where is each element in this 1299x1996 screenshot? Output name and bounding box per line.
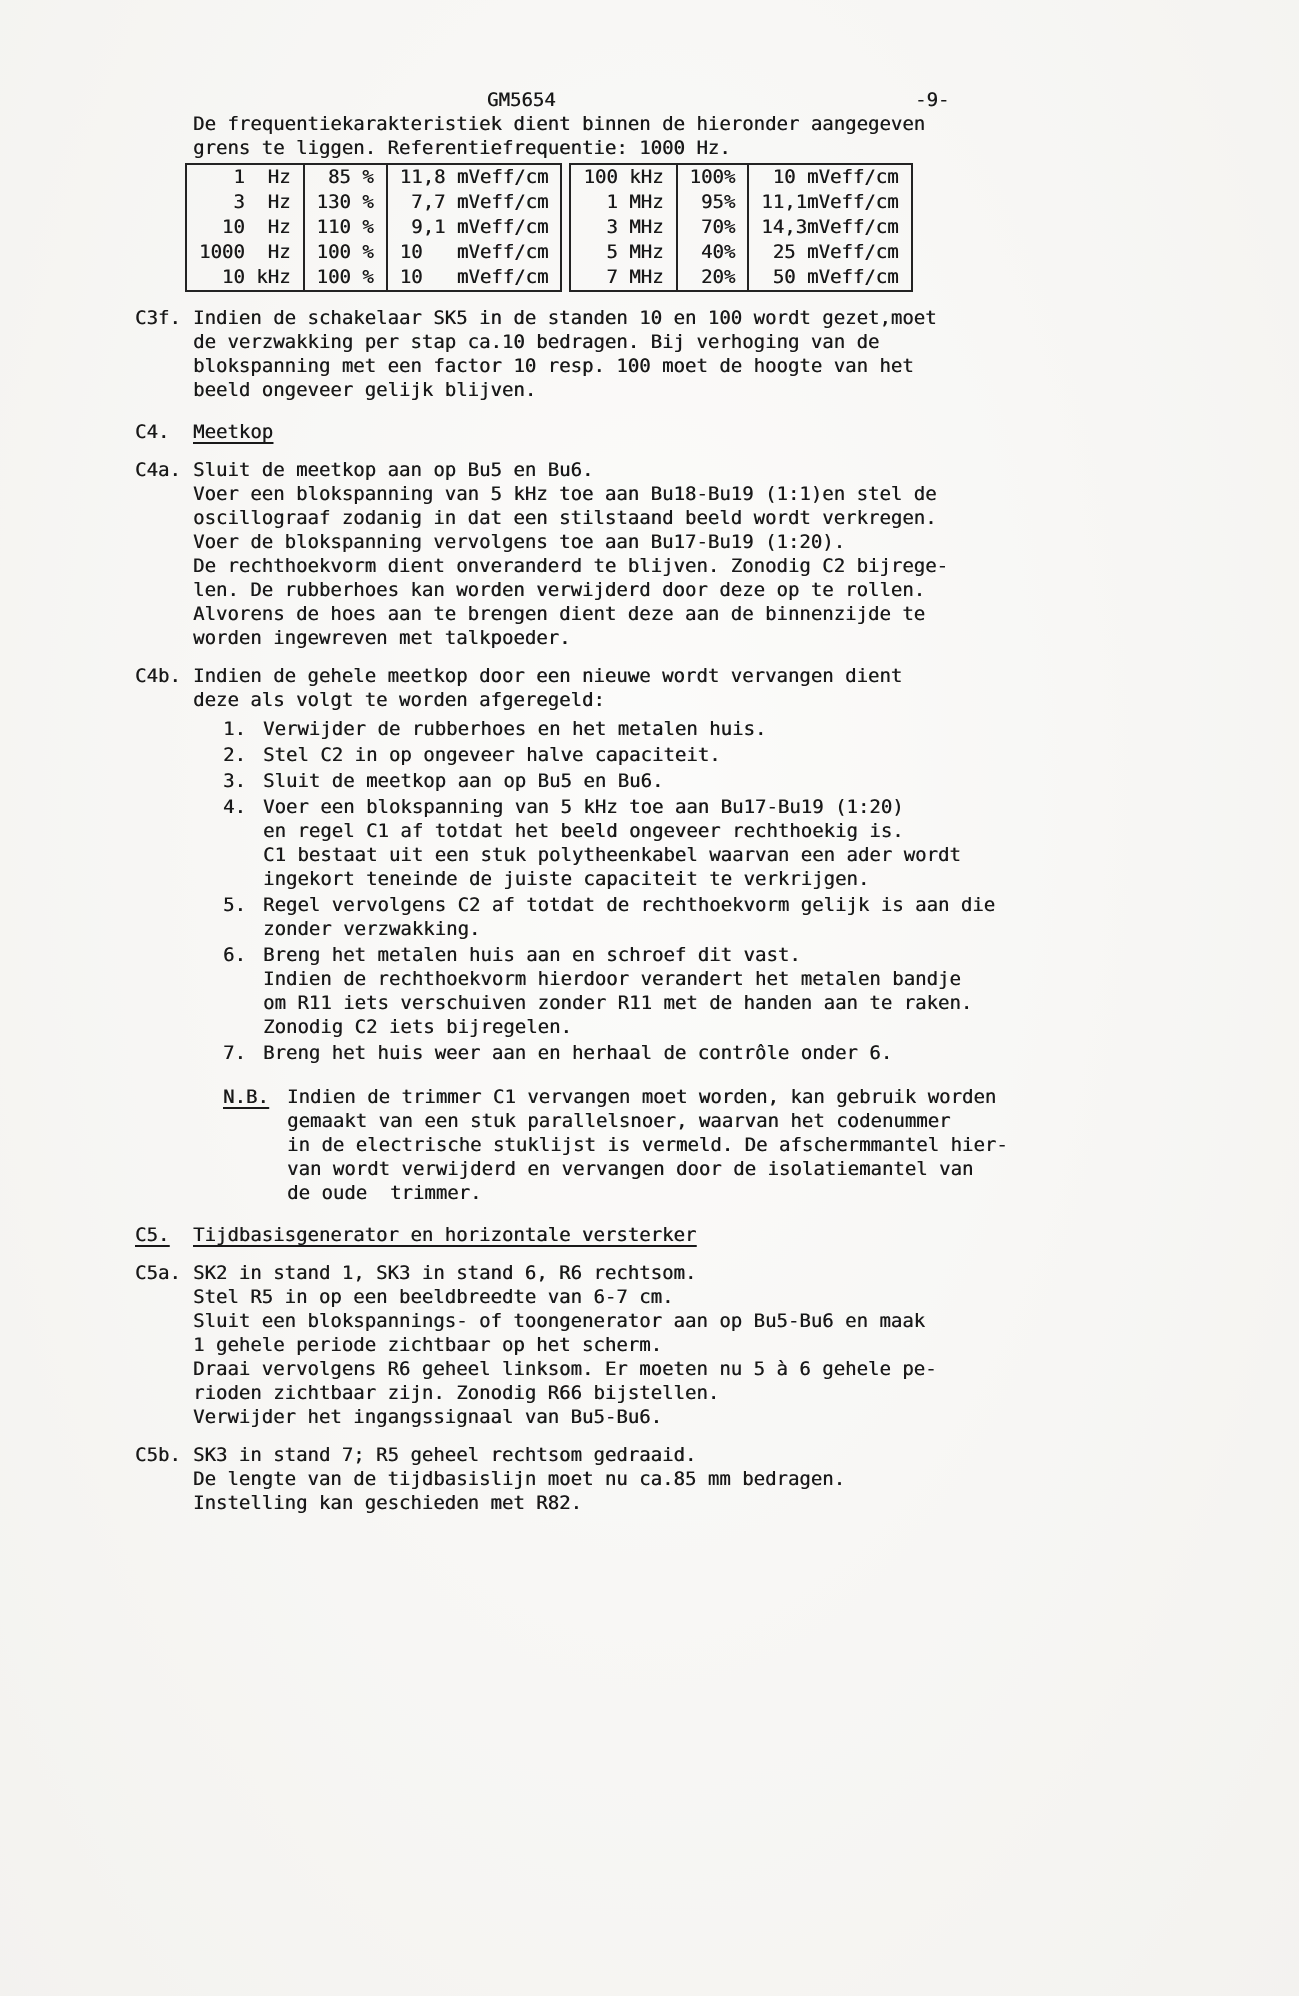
freq-table-cell: 95% bbox=[677, 190, 749, 215]
section-label-c5a: C5a. bbox=[135, 1262, 181, 1284]
freq-table-row bbox=[570, 190, 911, 215]
text-line: De frequentiekarakteristiek dient binnen de hieronder aangegeven bbox=[193, 113, 926, 135]
freq-table-cell: 130 % bbox=[304, 190, 387, 215]
section-label-c4a: C4a. bbox=[135, 459, 181, 481]
text-line: worden ingewreven met talkpoeder. bbox=[193, 627, 571, 649]
text-line: en regel C1 af totdat het beeld ongeveer rechthoekig is. bbox=[263, 820, 904, 842]
text-line: blokspanning met een factor 10 resp. 100 moet de hoogte van het bbox=[193, 355, 914, 377]
freq-table-cell: 20% bbox=[677, 265, 749, 291]
text-line: De rechthoekvorm dient onveranderd te blijven. Zonodig C2 bijrege- bbox=[193, 555, 948, 577]
sections bbox=[135, 306, 1239, 1515]
freq-table-row bbox=[570, 164, 911, 190]
section-c3f bbox=[135, 306, 1239, 402]
text-line: Voer de blokspanning vervolgens toe aan Bu17-Bu19 (1:20). bbox=[193, 531, 846, 553]
section-body-c5b bbox=[193, 1443, 1239, 1515]
freq-table-cell: 100 % bbox=[304, 265, 387, 291]
list-item-text bbox=[263, 943, 1239, 1039]
section-c5a bbox=[135, 1261, 1239, 1429]
text-line: SK3 in stand 7; R5 geheel rechtsom gedraaid. bbox=[193, 1444, 697, 1466]
text-line: rioden zichtbaar zijn. Zonodig R66 bijstellen. bbox=[193, 1382, 720, 1404]
text-line: Stel R5 in op een beeldbreedte van 6-7 cm. bbox=[193, 1286, 674, 1308]
text-line: de oude trimmer. bbox=[287, 1182, 482, 1204]
list-item-number: 4. bbox=[223, 796, 246, 818]
text-line: oscillograaf zodanig in dat een stilstaand beeld wordt verkregen. bbox=[193, 507, 937, 529]
text-line: zonder verzwakking. bbox=[263, 918, 481, 940]
list-item-number: 5. bbox=[223, 894, 246, 916]
section-heading-c4: Meetkop bbox=[193, 421, 274, 443]
section-c4a bbox=[135, 458, 1239, 650]
section-c4b bbox=[135, 664, 1239, 1205]
nb-label: N.B. bbox=[223, 1086, 269, 1108]
section-body-c4 bbox=[193, 420, 1239, 444]
text-line: Voer een blokspanning van 5 kHz toe aan Bu17-Bu19 (1:20) bbox=[263, 796, 904, 818]
text-line: om R11 iets verschuiven zonder R11 met de handen aan te raken. bbox=[263, 992, 973, 1014]
freq-table-cell: 1 MHz bbox=[583, 191, 664, 213]
freq-table-cell: 1 Hz bbox=[199, 166, 291, 188]
text-line: Instelling kan geschieden met R82. bbox=[193, 1492, 582, 1514]
nb-text bbox=[287, 1085, 1239, 1205]
text-line: C1 bestaat uit een stuk polytheenkabel waarvan een ader wordt bbox=[263, 844, 961, 866]
text-line: Breng het metalen huis aan en schroef dit vast. bbox=[263, 944, 801, 966]
doc-header bbox=[135, 88, 1239, 112]
section-body-c3f bbox=[193, 306, 1239, 402]
freq-table-row bbox=[186, 240, 561, 265]
list-item-text bbox=[263, 717, 1239, 741]
list-item bbox=[223, 717, 1239, 741]
freq-table-row bbox=[186, 215, 561, 240]
freq-table-cell: 100% bbox=[677, 164, 749, 190]
list-item-number: 3. bbox=[223, 770, 246, 792]
freq-table-cell: 7 MHz bbox=[583, 266, 664, 288]
freq-table-row bbox=[570, 215, 911, 240]
list-item-text bbox=[263, 893, 1239, 941]
freq-table-cell: 40% bbox=[677, 240, 749, 265]
text-line: Verwijder de rubberhoes en het metalen huis. bbox=[263, 718, 767, 740]
text-line: Verwijder het ingangssignaal van Bu5-Bu6. bbox=[193, 1406, 662, 1428]
freq-table-cell: 9,1 mVeff/cm bbox=[387, 215, 562, 240]
section-c5b bbox=[135, 1443, 1239, 1515]
freq-table-cell: 3 Hz bbox=[199, 191, 291, 213]
text-line: beeld ongeveer gelijk blijven. bbox=[193, 379, 537, 401]
freq-table-cell: 11,1mVeff/cm bbox=[748, 190, 911, 215]
freq-table-cell: 11,8 mVeff/cm bbox=[387, 164, 562, 190]
page-number: -9- bbox=[915, 89, 950, 111]
text-line: SK2 in stand 1, SK3 in stand 6, R6 rechtsom. bbox=[193, 1262, 697, 1284]
list-item bbox=[223, 893, 1239, 941]
list-item-text bbox=[263, 769, 1239, 793]
section-body-c4a bbox=[193, 458, 1239, 650]
text-line: gemaakt van een stuk parallelsnoer, waarvan het codenummer bbox=[287, 1110, 951, 1132]
freq-table-cell: 70% bbox=[677, 215, 749, 240]
list-item bbox=[223, 1041, 1239, 1065]
freq-table-row bbox=[186, 190, 561, 215]
list-item-number: 6. bbox=[223, 944, 246, 966]
text-line: len. De rubberhoes kan worden verwijderd door deze op te rollen. bbox=[193, 579, 926, 601]
text-line: Regel vervolgens C2 af totdat de rechthoekvorm gelijk is aan die bbox=[263, 894, 996, 916]
text-line: in de electrische stuklijst is vermeld. De afschermmantel hier- bbox=[287, 1134, 1008, 1156]
text-line: grens te liggen. Referentiefrequentie: 1000 Hz. bbox=[193, 137, 731, 159]
text-line: ingekort teneinde de juiste capaciteit te verkrijgen. bbox=[263, 868, 870, 890]
text-line: Sluit de meetkop aan op Bu5 en Bu6. bbox=[193, 459, 594, 481]
freq-table-cell: 7,7 mVeff/cm bbox=[387, 190, 562, 215]
list-item bbox=[223, 743, 1239, 767]
text-line: deze als volgt te worden afgeregeld: bbox=[193, 689, 605, 711]
list-item bbox=[223, 943, 1239, 1039]
freq-table-cell: 10 Hz bbox=[199, 216, 291, 238]
freq-table-cell: 25 mVeff/cm bbox=[748, 240, 911, 265]
freq-table-row bbox=[570, 240, 911, 265]
freq-table-cell: 85 % bbox=[304, 164, 387, 190]
frequency-table-left bbox=[185, 163, 562, 292]
text-line: Alvorens de hoes aan te brengen dient deze aan de binnenzijde te bbox=[193, 603, 926, 625]
list-item bbox=[223, 795, 1239, 891]
section-body-c5 bbox=[193, 1223, 1239, 1247]
list-item bbox=[223, 769, 1239, 793]
text-line: Indien de gehele meetkop door een nieuwe wordt vervangen dient bbox=[193, 665, 903, 687]
section-body-c4b bbox=[193, 664, 1239, 1205]
frequency-response-table bbox=[185, 163, 1239, 292]
list-item-number: 7. bbox=[223, 1042, 246, 1064]
section-body-c5a bbox=[193, 1261, 1239, 1429]
text-line: Indien de rechthoekvorm hierdoor verandert het metalen bandje bbox=[263, 968, 961, 990]
numbered-list bbox=[223, 717, 1239, 1065]
freq-table-cell: 50 mVeff/cm bbox=[748, 265, 911, 291]
freq-table-row bbox=[570, 265, 911, 291]
freq-table-cell: 10 mVeff/cm bbox=[387, 265, 562, 291]
list-item-text bbox=[263, 795, 1239, 891]
freq-table-cell: 14,3mVeff/cm bbox=[748, 215, 911, 240]
text-line: Indien de schakelaar SK5 in de standen 10 en 100 wordt gezet,moet bbox=[193, 307, 937, 329]
text-line: de verzwakking per stap ca.10 bedragen. Bij verhoging van de bbox=[193, 331, 880, 353]
text-line: De lengte van de tijdbasislijn moet nu ca.85 mm bedragen. bbox=[193, 1468, 846, 1490]
doc-number: GM5654 bbox=[487, 89, 556, 111]
freq-table-row bbox=[186, 265, 561, 291]
text-line: Sluit de meetkop aan op Bu5 en Bu6. bbox=[263, 770, 664, 792]
section-label-c5: C5. bbox=[135, 1224, 170, 1246]
section-label-c4: C4. bbox=[135, 421, 170, 443]
freq-table-cell: 3 MHz bbox=[583, 216, 664, 238]
section-c5 bbox=[135, 1223, 1239, 1247]
text-line: van wordt verwijderd en vervangen door de isolatiemantel van bbox=[287, 1158, 974, 1180]
text-line: Sluit een blokspannings- of toongenerator aan op Bu5-Bu6 en maak bbox=[193, 1310, 926, 1332]
freq-table-cell: 10 mVeff/cm bbox=[387, 240, 562, 265]
list-item-text bbox=[263, 1041, 1239, 1065]
freq-table-cell: 100 % bbox=[304, 240, 387, 265]
frequency-table-right bbox=[569, 163, 912, 292]
nb-note bbox=[223, 1085, 1239, 1205]
freq-table-cell: 10 mVeff/cm bbox=[748, 164, 911, 190]
section-label-c3f: C3f. bbox=[135, 307, 181, 329]
intro-paragraph bbox=[193, 112, 1239, 160]
freq-table-cell: 110 % bbox=[304, 215, 387, 240]
freq-table-cell: 1000 Hz bbox=[199, 241, 291, 263]
list-item-number: 2. bbox=[223, 744, 246, 766]
section-heading-c5: Tijdbasisgenerator en horizontale versterker bbox=[193, 1224, 697, 1246]
list-item-text bbox=[263, 743, 1239, 767]
freq-table-cell: 10 kHz bbox=[199, 266, 291, 288]
freq-table-row bbox=[186, 164, 561, 190]
text-line: Voer een blokspanning van 5 kHz toe aan Bu18-Bu19 (1:1)en stel de bbox=[193, 483, 937, 505]
text-line: Breng het huis weer aan en herhaal de contrôle onder 6. bbox=[263, 1042, 893, 1064]
text-line: Stel C2 in op ongeveer halve capaciteit. bbox=[263, 744, 721, 766]
section-label-c5b: C5b. bbox=[135, 1444, 181, 1466]
text-line: Indien de trimmer C1 vervangen moet worden, kan gebruik worden bbox=[287, 1086, 997, 1108]
text-line: Draai vervolgens R6 geheel linksom. Er moeten nu 5 à 6 gehele pe- bbox=[193, 1358, 937, 1380]
text-line: Zonodig C2 iets bijregelen. bbox=[263, 1016, 572, 1038]
freq-table-cell: 5 MHz bbox=[583, 241, 664, 263]
freq-table-cell: 100 kHz bbox=[583, 166, 664, 188]
section-label-c4b: C4b. bbox=[135, 665, 181, 687]
section-c4 bbox=[135, 420, 1239, 444]
text-line: 1 gehele periode zichtbaar op het scherm. bbox=[193, 1334, 662, 1356]
list-item-number: 1. bbox=[223, 718, 246, 740]
